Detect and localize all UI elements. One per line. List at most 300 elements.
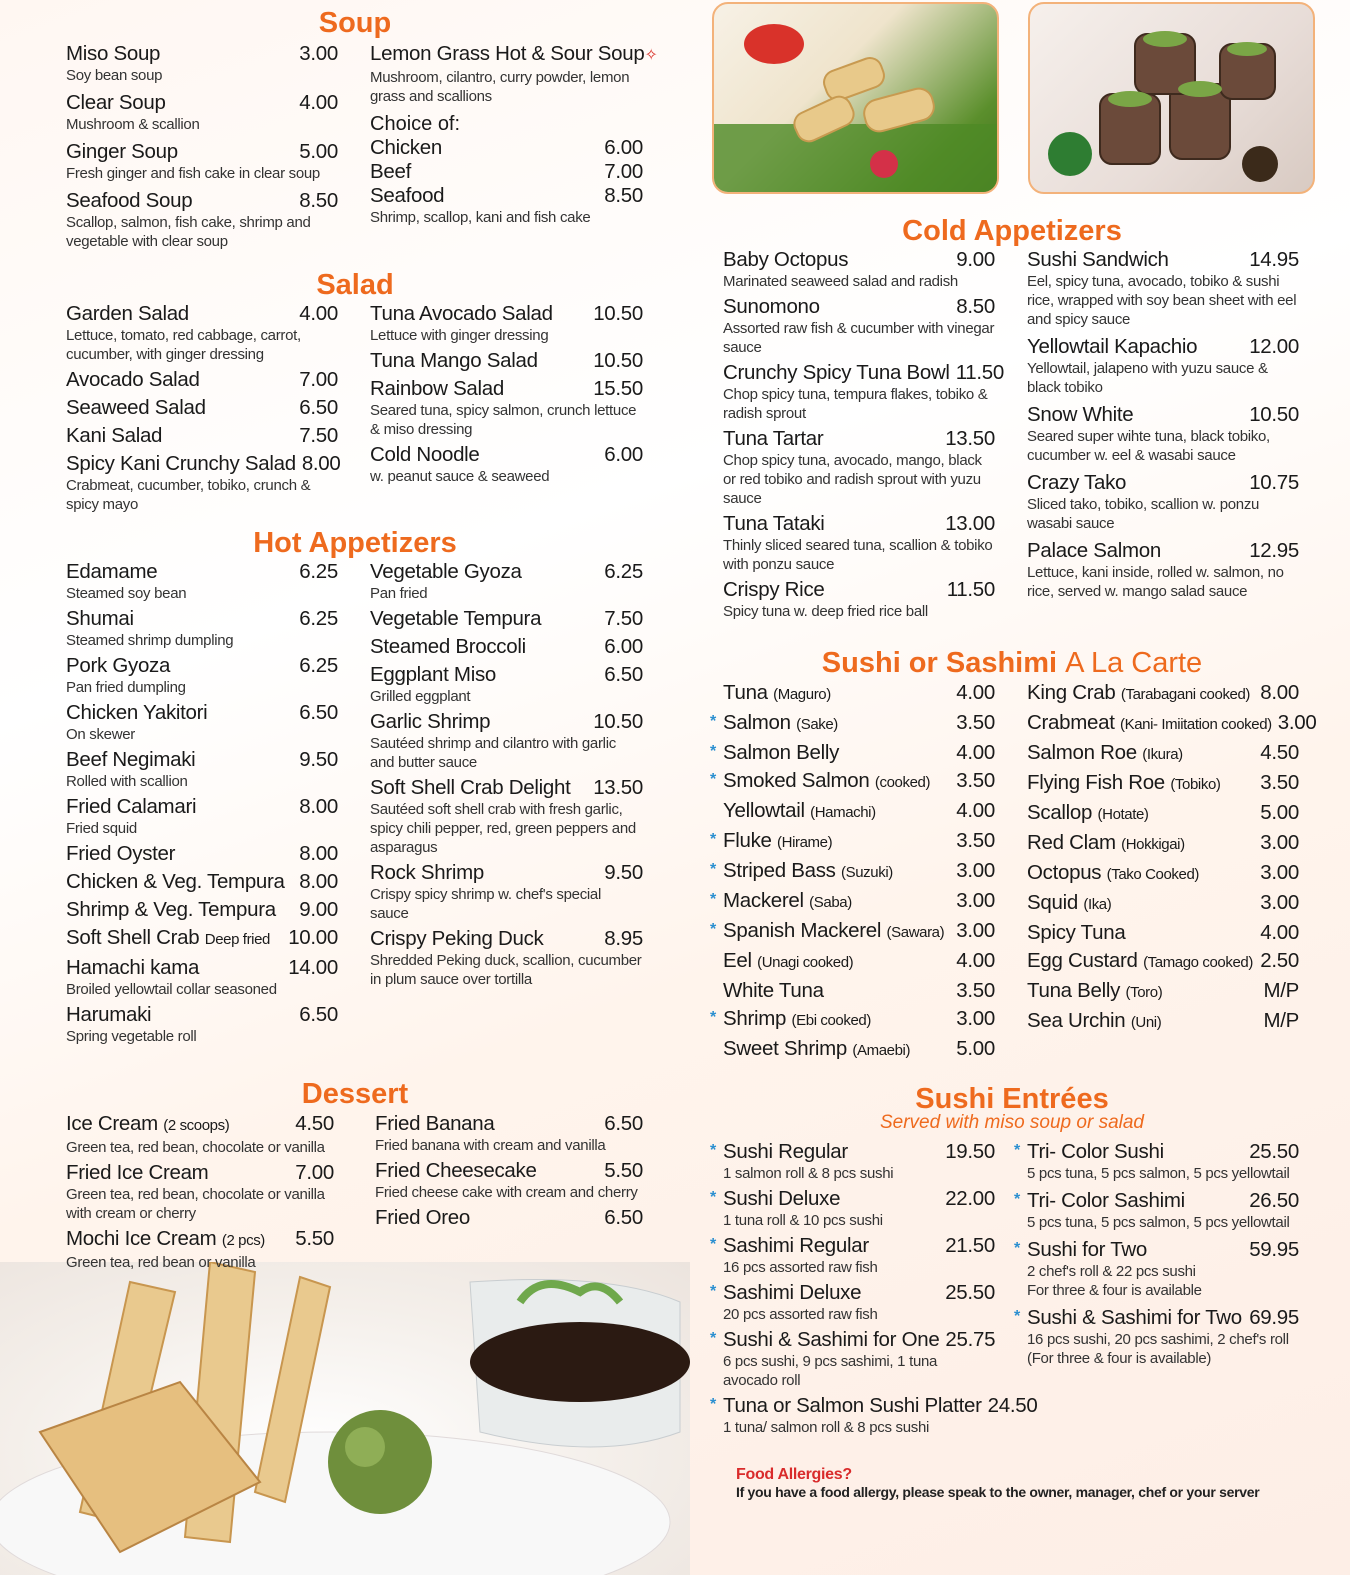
item-desc: Spicy tuna w. deep fried rice ball	[723, 603, 928, 620]
menu-item[interactable]	[710, 711, 995, 737]
item-price: 26.50	[1249, 1189, 1299, 1212]
item-price: 59.95	[1249, 1238, 1299, 1261]
item-name	[370, 377, 504, 401]
item-note: (Kani- Imiitation cooked)	[1120, 716, 1272, 733]
menu-item[interactable]	[370, 607, 643, 631]
item-name-text: Sushi Sandwich	[1027, 248, 1169, 271]
item-name-text: Avocado Salad	[66, 368, 200, 391]
item-name-text: Shrimp & Veg. Tempura	[66, 898, 276, 921]
menu-item[interactable]	[1027, 681, 1299, 707]
item-name	[66, 795, 196, 819]
item-price: 6.00	[604, 136, 643, 159]
item-name	[66, 956, 199, 980]
item-name	[66, 1003, 151, 1027]
item-desc: Thinly sliced seared tuna, scallion & tobiko with ponzu sauce	[723, 537, 993, 573]
menu-item[interactable]	[710, 1328, 996, 1390]
item-note: (Tako Cooked)	[1106, 866, 1200, 883]
menu-item[interactable]	[370, 560, 643, 603]
item-name	[723, 578, 825, 602]
menu-item[interactable]	[66, 870, 338, 894]
item-name	[375, 1159, 537, 1183]
item-name-text: Salmon	[723, 711, 791, 734]
item-row	[370, 184, 643, 208]
item-name-text: Edamame	[66, 560, 158, 583]
menu-item[interactable]	[723, 361, 1004, 423]
sushi-sashimi-title	[762, 646, 1262, 680]
item-price: 12.95	[1249, 539, 1299, 562]
item-desc: Seared tuna, spicy salmon, crunch lettuce & miso dressing	[370, 402, 637, 438]
entrees-left-column	[710, 1140, 1038, 1441]
item-price: 3.00	[956, 1007, 995, 1030]
menu-item[interactable]	[723, 248, 995, 291]
menu-item[interactable]	[66, 842, 338, 866]
menu-item[interactable]	[1027, 949, 1299, 975]
item-name-text: Vegetable Tempura	[370, 607, 542, 630]
item-row	[66, 1161, 334, 1185]
item-name	[723, 799, 876, 825]
menu-item[interactable]	[370, 663, 643, 706]
menu-item[interactable]	[370, 184, 643, 227]
menu-item[interactable]	[710, 859, 995, 885]
item-name	[723, 1328, 939, 1352]
menu-item[interactable]	[710, 741, 995, 765]
item-price: 6.50	[604, 1112, 643, 1135]
item-name-text: Garlic Shrimp	[370, 710, 491, 733]
item-name-text: Hamachi kama	[66, 956, 200, 979]
item-price: 6.50	[299, 1003, 338, 1026]
item-name-text: Chicken Yakitori	[66, 701, 208, 724]
menu-item[interactable]	[1027, 711, 1317, 737]
item-desc: Sliced tako, tobiko, scallion w. ponzu wasabi sauce	[1027, 496, 1260, 532]
item-name	[1027, 771, 1220, 797]
item-row	[370, 377, 643, 401]
star-icon: *	[1014, 1142, 1021, 1159]
menu-item[interactable]	[66, 560, 338, 603]
menu-item[interactable]	[370, 136, 643, 160]
menu-item[interactable]	[723, 578, 995, 621]
item-desc: Pan fried dumpling	[66, 679, 186, 696]
dessert-left-column	[66, 1112, 334, 1276]
item-desc: Pan fried	[370, 585, 428, 602]
item-price: 15.50	[593, 377, 643, 400]
item-name-text: Ice Cream	[66, 1112, 158, 1135]
item-desc: Scallop, salmon, fish cake, shrimp and vegetable with clear soup	[66, 214, 311, 250]
menu-item[interactable]	[66, 926, 338, 952]
menu-item[interactable]	[66, 1161, 334, 1223]
menu-item[interactable]	[66, 748, 338, 791]
item-name	[66, 140, 178, 164]
menu-item[interactable]	[66, 607, 338, 650]
item-price: 11.50	[946, 578, 995, 601]
menu-item[interactable]	[710, 1394, 1038, 1437]
menu-item[interactable]	[723, 681, 995, 707]
item-price: 8.50	[299, 189, 338, 212]
item-name	[66, 560, 157, 584]
item-name-text: Crispy Rice	[723, 578, 825, 601]
menu-item[interactable]	[1014, 1306, 1299, 1368]
item-price: 13.00	[945, 512, 995, 535]
item-desc: Chop spicy tuna, avocado, mango, black or red tobiko and radish sprout with yuzu sauce	[723, 452, 982, 507]
item-name	[370, 927, 543, 951]
item-name-text: Sushi for Two	[1027, 1238, 1147, 1261]
item-name-text: Salmon Roe	[1027, 741, 1137, 764]
item-row	[370, 663, 643, 687]
item-price: 4.00	[956, 949, 995, 972]
menu-item[interactable]	[1027, 979, 1299, 1005]
item-row	[723, 1394, 1038, 1418]
item-price: 3.50	[956, 711, 995, 734]
item-name	[723, 1037, 910, 1063]
menu-item[interactable]	[710, 889, 995, 915]
menu-item[interactable]	[66, 654, 338, 697]
item-price: 8.00	[299, 870, 338, 893]
item-name	[1027, 1306, 1242, 1330]
item-price: 4.00	[299, 302, 338, 325]
item-price: 10.50	[593, 349, 643, 372]
item-name	[1027, 539, 1161, 563]
item-row	[723, 859, 995, 885]
menu-item[interactable]	[66, 1003, 338, 1046]
item-price: 6.25	[604, 560, 643, 583]
item-row	[66, 748, 338, 772]
item-row	[723, 829, 995, 855]
menu-item[interactable]	[710, 1234, 995, 1277]
menu-item[interactable]	[1027, 741, 1299, 767]
item-desc: 16 pcs sushi, 20 pcs sashimi, 2 chef's roll (For three & four is available)	[1027, 1331, 1289, 1367]
item-row	[1027, 831, 1299, 857]
menu-item[interactable]	[370, 710, 643, 772]
menu-item[interactable]	[66, 140, 338, 183]
beef-roll-illustration	[1030, 4, 1313, 192]
item-name	[723, 919, 944, 945]
item-price: 6.50	[604, 663, 643, 686]
item-row	[66, 452, 341, 476]
menu-item[interactable]	[66, 795, 338, 838]
item-note: (Maguro)	[773, 686, 831, 703]
item-name	[66, 701, 207, 725]
item-name	[1027, 831, 1185, 857]
item-row	[1027, 891, 1299, 917]
menu-item[interactable]	[723, 1037, 995, 1063]
menu-item[interactable]	[370, 927, 643, 989]
item-name-text: Yellowtail Kapachio	[1027, 335, 1198, 358]
item-row	[723, 512, 995, 536]
item-name-text: Beef Negimaki	[66, 748, 196, 771]
item-row	[723, 1328, 995, 1352]
menu-item[interactable]	[66, 956, 338, 999]
item-name-text: Striped Bass	[723, 859, 836, 882]
item-name-text: Kani Salad	[66, 424, 163, 447]
menu-item[interactable]	[66, 898, 338, 922]
choice-label: Choice of:	[370, 113, 461, 135]
item-name-text: Octopus	[1027, 861, 1102, 884]
item-name-text: Sushi Regular	[723, 1140, 848, 1163]
menu-item[interactable]	[723, 295, 995, 357]
item-row	[723, 741, 995, 765]
menu-item[interactable]	[1027, 891, 1299, 917]
item-name-text: Sushi Deluxe	[723, 1187, 841, 1210]
menu-item[interactable]	[370, 443, 643, 486]
item-name	[723, 248, 848, 272]
menu-item[interactable]	[66, 1227, 334, 1272]
item-desc: Yellowtail, jalapeno with yuzu sauce & black tobiko	[1027, 360, 1268, 396]
menu-item[interactable]	[1027, 403, 1299, 465]
menu-item[interactable]	[370, 160, 643, 184]
menu-item[interactable]	[1027, 771, 1299, 797]
tempura-illustration	[0, 1262, 690, 1575]
menu-item[interactable]	[370, 349, 643, 373]
menu-item[interactable]	[370, 42, 658, 106]
item-name	[66, 926, 270, 952]
menu-item[interactable]	[1027, 248, 1299, 329]
item-price: 10.50	[593, 302, 643, 325]
menu-item[interactable]	[66, 1112, 334, 1157]
item-name-text: Eel	[723, 949, 752, 972]
item-row	[723, 248, 995, 272]
menu-item[interactable]	[1014, 1238, 1299, 1300]
item-row	[1027, 539, 1299, 563]
menu-item[interactable]	[1014, 1189, 1299, 1232]
item-row	[66, 926, 338, 952]
item-name	[1027, 949, 1253, 975]
item-name	[370, 302, 553, 326]
item-name	[370, 861, 484, 885]
menu-item[interactable]	[710, 1140, 995, 1183]
item-row	[1027, 771, 1299, 797]
item-row	[1027, 1306, 1299, 1330]
menu-item[interactable]	[1027, 861, 1299, 887]
hot-appetizers-title: Hot Appetizers	[253, 527, 457, 559]
item-price: 69.95	[1249, 1306, 1299, 1329]
item-price: 8.00	[1260, 681, 1299, 704]
menu-item[interactable]	[723, 799, 995, 825]
item-name	[723, 295, 820, 319]
item-desc: On skewer	[66, 726, 135, 743]
item-name	[370, 776, 570, 800]
item-name-text: Soft Shell Crab Delight	[370, 776, 571, 799]
salad-left-column	[66, 302, 341, 518]
item-price: 10.75	[1249, 471, 1299, 494]
menu-item[interactable]	[375, 1206, 643, 1230]
item-price: 10.00	[288, 926, 338, 949]
item-name-text: Fried Calamari	[66, 795, 197, 818]
item-name	[370, 607, 541, 631]
item-name-text: Chicken & Veg. Tempura	[66, 870, 285, 893]
menu-item[interactable]	[1027, 801, 1299, 827]
menu-item[interactable]	[1027, 1009, 1299, 1035]
menu-item[interactable]	[1027, 471, 1299, 533]
item-name	[370, 663, 496, 687]
item-price: 8.50	[956, 295, 995, 318]
item-row	[66, 870, 338, 894]
item-name-text: Spicy Tuna	[1027, 921, 1126, 944]
item-name	[723, 711, 838, 737]
item-note: (Hokkigai)	[1121, 836, 1185, 853]
item-price: 25.50	[1249, 1140, 1299, 1163]
menu-item[interactable]	[710, 769, 995, 795]
star-icon: *	[710, 1283, 717, 1300]
item-row	[723, 1187, 995, 1211]
dessert-right-column	[375, 1112, 643, 1234]
menu-item[interactable]	[1027, 335, 1299, 397]
item-note: Deep fried	[204, 931, 270, 948]
menu-item[interactable]	[370, 635, 643, 659]
item-price: M/P	[1263, 979, 1299, 1002]
item-name	[723, 859, 893, 885]
item-name	[370, 160, 411, 184]
item-row	[1027, 1238, 1299, 1262]
item-name	[66, 189, 192, 213]
item-name-text: Tuna or Salmon Sushi Platter	[723, 1394, 982, 1417]
item-name	[1027, 741, 1183, 767]
item-price: 6.25	[299, 654, 338, 677]
item-row	[1027, 1189, 1299, 1213]
item-name-text: Tuna	[723, 681, 768, 704]
item-row	[1027, 921, 1299, 945]
item-desc: Crispy spicy shrimp w. chef's special sauce	[370, 886, 602, 922]
item-desc: Eel, spicy tuna, avocado, tobiko & sushi rice, wrapped with soy bean sheet with eel and spicy sauce	[1027, 273, 1297, 328]
item-row	[375, 1206, 643, 1230]
item-name-text: Clear Soup	[66, 91, 166, 114]
item-desc: 2 chef's roll & 22 pcs sushi For three & four is available	[1027, 1263, 1202, 1299]
cold-right-column	[1027, 248, 1299, 607]
item-note: (Uni)	[1130, 1014, 1162, 1031]
menu-item[interactable]	[1027, 921, 1299, 945]
item-desc: 1 tuna/ salmon roll & 8 pcs sushi	[723, 1419, 930, 1436]
menu-item[interactable]	[370, 302, 643, 345]
item-row	[66, 1112, 334, 1138]
item-desc: Spring vegetable roll	[66, 1028, 197, 1045]
menu-item[interactable]	[370, 776, 643, 857]
item-row	[723, 919, 995, 945]
menu-item[interactable]	[1027, 831, 1299, 857]
tempura-photo	[0, 1262, 690, 1575]
item-note: (Sake)	[796, 716, 838, 733]
item-name-text: Sea Urchin	[1027, 1009, 1126, 1032]
menu-item[interactable]	[723, 949, 995, 975]
entrees-right-column	[1014, 1140, 1299, 1374]
star-icon: *	[710, 1396, 717, 1413]
item-name-text: Fluke	[723, 829, 772, 852]
item-price: 3.00	[1260, 891, 1299, 914]
item-desc: Seared super wihte tuna, black tobiko, cucumber w. eel & wasabi sauce	[1027, 428, 1270, 464]
menu-item[interactable]	[370, 377, 643, 439]
menu-item[interactable]	[66, 302, 338, 364]
soup-choices	[370, 136, 643, 227]
item-name-text: Cold Noodle	[370, 443, 480, 466]
star-icon: *	[710, 1009, 717, 1026]
menu-item[interactable]	[710, 829, 995, 855]
item-row	[1027, 711, 1317, 737]
food-allergy-notice	[736, 1466, 1296, 1500]
item-name	[370, 184, 444, 208]
item-name	[1027, 891, 1111, 917]
item-price: 7.00	[295, 1161, 334, 1184]
menu-item[interactable]	[66, 42, 338, 85]
item-name-text: Flying Fish Roe	[1027, 771, 1165, 794]
item-price: 21.50	[945, 1234, 995, 1257]
item-row	[370, 607, 643, 631]
item-name	[1027, 1189, 1185, 1213]
item-name	[723, 829, 832, 855]
menu-item[interactable]	[66, 452, 341, 514]
menu-item[interactable]	[1014, 1140, 1299, 1183]
item-row	[1027, 1140, 1299, 1164]
item-row	[723, 1234, 995, 1258]
item-name	[723, 1281, 861, 1305]
item-note: (Toro)	[1125, 984, 1163, 1001]
menu-item[interactable]	[66, 424, 338, 448]
item-row	[1027, 681, 1299, 707]
item-name	[370, 560, 522, 584]
menu-item[interactable]	[66, 189, 338, 251]
item-row	[66, 91, 338, 115]
item-price: 4.00	[956, 681, 995, 704]
item-desc: Broiled yellowtail collar seasoned	[66, 981, 277, 998]
item-row	[1027, 741, 1299, 767]
menu-item[interactable]	[375, 1159, 643, 1202]
item-desc: Chop spicy tuna, tempura flakes, tobiko & radish sprout	[723, 386, 988, 422]
star-icon: *	[710, 743, 717, 760]
item-row	[1027, 335, 1299, 359]
menu-item[interactable]	[375, 1112, 643, 1155]
item-row	[1027, 1009, 1299, 1035]
menu-item[interactable]	[723, 512, 995, 574]
item-desc: Soy bean soup	[66, 67, 163, 84]
item-name-text: Rainbow Salad	[370, 377, 504, 400]
item-name-text: Tuna Belly	[1027, 979, 1121, 1002]
item-row	[370, 560, 643, 584]
item-price: 9.00	[956, 248, 995, 271]
menu-item[interactable]	[370, 861, 643, 923]
item-name	[375, 1112, 494, 1136]
menu-item[interactable]	[710, 1281, 995, 1324]
item-desc: w. peanut sauce & seaweed	[370, 468, 550, 485]
star-icon: *	[710, 1189, 717, 1206]
item-row	[723, 427, 995, 451]
star-icon: *	[710, 831, 717, 848]
menu-item[interactable]	[710, 919, 995, 945]
menu-item[interactable]	[66, 91, 338, 134]
item-row	[66, 560, 338, 584]
item-name	[370, 635, 526, 659]
item-desc: Assorted raw fish & cucumber with vinegar sauce	[723, 320, 995, 356]
menu-item[interactable]	[66, 701, 338, 744]
salad-right-column	[370, 302, 643, 490]
menu-item[interactable]	[723, 979, 995, 1003]
menu-item[interactable]	[723, 427, 995, 508]
item-price: 6.50	[299, 396, 338, 419]
menu-item[interactable]	[66, 368, 338, 392]
item-price: 6.00	[604, 635, 643, 658]
item-desc: Crabmeat, cucumber, tobiko, crunch & spicy mayo	[66, 477, 311, 513]
item-name	[723, 979, 824, 1003]
item-price: 6.50	[299, 701, 338, 724]
menu-item[interactable]	[710, 1187, 995, 1230]
menu-item[interactable]	[66, 396, 338, 420]
menu-item[interactable]	[1027, 539, 1299, 601]
item-name	[66, 368, 200, 392]
menu-item[interactable]	[710, 1007, 995, 1033]
item-row	[375, 1112, 643, 1136]
item-row	[66, 396, 338, 420]
sushi-entrees-subtitle: Served with miso soup or salad	[879, 1112, 1144, 1133]
item-name-text: Crunchy Spicy Tuna Bowl	[723, 361, 950, 384]
item-name	[1027, 403, 1133, 427]
item-price: 2.50	[1260, 949, 1299, 972]
item-name-text: Mackerel	[723, 889, 804, 912]
item-name-text: Tri- Color Sashimi	[1027, 1189, 1185, 1212]
